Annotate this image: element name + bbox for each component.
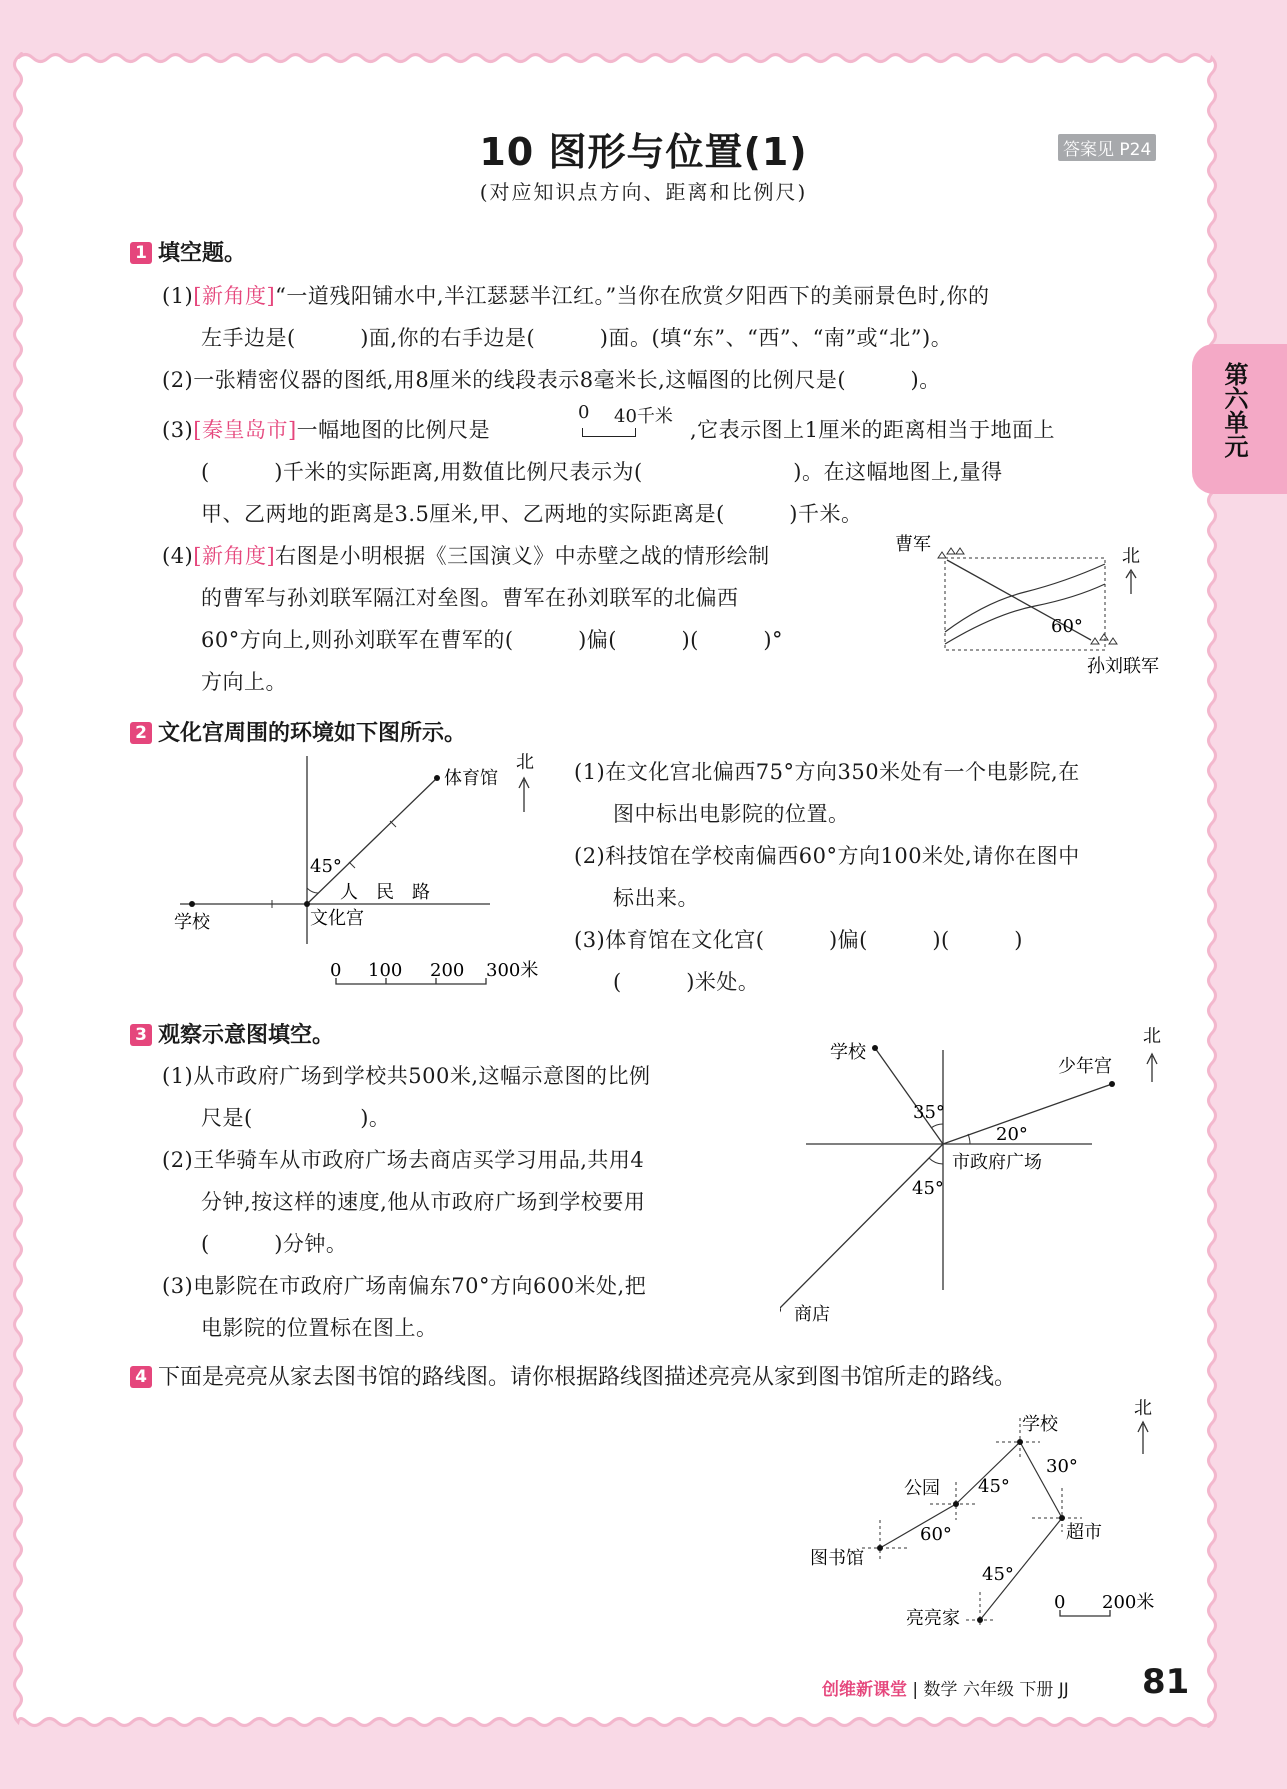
s3-fig-school-label: 学校: [830, 1042, 866, 1063]
sunliu-camp-icon: [1091, 634, 1117, 644]
section-2-heading: [130, 716, 466, 747]
s1-q4-line2: 的曹军与孙刘联军隔江对垒图。曹军在孙刘联军的北偏西: [201, 586, 739, 610]
s3-q2-line2: 分钟,按这样的速度,他从市政府广场到学校要用: [201, 1190, 646, 1214]
footer-book-info: [822, 1675, 1069, 1700]
cao-camp-icon: [938, 548, 964, 558]
s1-q3-line2: ( )千米的实际距离,用数值比例尺表示为( )。在这幅地图上,量得: [201, 460, 1003, 484]
s4-fig-north-arrow: [1138, 1422, 1148, 1454]
s1-q3-line1-tail: ,它表示图上1厘米的距离相当于地面上: [690, 418, 1056, 442]
s1-q4-line3: 60°方向上,则孙刘联军在曹军的( )偏( )( )°: [201, 628, 784, 652]
s4-fig-route: [880, 1442, 1062, 1620]
section-4-number: 4: [130, 1366, 152, 1388]
s3-q3-line2: 电影院的位置标在图上。: [201, 1316, 438, 1340]
s1-q2-line: (2)一张精密仪器的图纸,用8厘米的线段表示8毫米长,这幅图的比例尺是( )。: [162, 368, 941, 392]
s4-fig-scale-0: 0: [1054, 1592, 1066, 1613]
s3-fig-school-line: [875, 1048, 943, 1144]
page-title: 10 图形与位置(1): [479, 130, 808, 174]
s1-fig-sunliu-label: 孙刘联军: [1087, 656, 1159, 677]
s3-q1-line1: (1)从市政府广场到学校共500米,这幅示意图的比例: [162, 1064, 651, 1088]
s2-fig-tick-1: [349, 862, 355, 868]
s3-fig-angle-35: 35°: [913, 1102, 945, 1123]
s2-fig-angle-label: 45°: [310, 856, 342, 877]
s4-fig-school-dot: [1017, 1439, 1023, 1445]
s2-culture-palace-figure: [160, 748, 560, 988]
s3-fig-arc-35: [931, 1124, 943, 1128]
s2-fig-center-dot: [304, 901, 310, 907]
s1-q1-text: “一道残阳铺水中,半江瑟瑟半江红。”当你在欣赏夕阳西下的美丽景色时,你的: [275, 284, 990, 308]
s4-fig-scale-200: 200米: [1102, 1592, 1155, 1613]
s3-fig-north-arrow: [1147, 1054, 1157, 1082]
s4-fig-home-label: 亮亮家: [906, 1608, 960, 1629]
s2-fig-school-dot: [189, 901, 195, 907]
s2-fig-school-label: 学校: [174, 912, 210, 933]
s4-fig-angle-45b: 45°: [982, 1564, 1014, 1585]
s2-fig-tick-2: [390, 821, 396, 827]
s2-fig-center-label: 文化宫: [310, 908, 364, 929]
s2-fig-scale-0: 0: [330, 960, 342, 981]
s1-q4-line4: 方向上。: [201, 670, 287, 694]
s1-q4-tag: [新角度]: [193, 544, 276, 568]
s3-plaza-figure: [780, 1020, 1180, 1330]
page-number: 81: [1142, 1662, 1190, 1702]
section-1-title: 填空题。: [158, 241, 247, 266]
s3-fig-plaza-label: 市政府广场: [952, 1152, 1042, 1173]
section-2-title: 文化宫周围的环境如下图所示。: [158, 721, 467, 746]
s4-fig-home-dot: [977, 1617, 983, 1623]
section-3-number: 3: [130, 1024, 152, 1046]
s3-fig-arc-20: [968, 1134, 970, 1144]
s3-q1-line2: 尺是( )。: [201, 1106, 391, 1130]
s4-fig-library-dot: [877, 1545, 883, 1551]
s4-fig-park-dot: [953, 1501, 959, 1507]
s1-fig-north-label: 北: [1122, 546, 1140, 567]
s1-q1-line2: 左手边是( )面,你的右手边是( )面。(填“东”、“西”、“南”或“北”)。: [201, 326, 953, 350]
s1-q3-text: 一幅地图的比例尺是: [296, 418, 491, 442]
section-4-title: 下面是亮亮从家去图书馆的路线图。请你根据路线图描述亮亮从家到图书馆所走的路线。: [158, 1365, 1017, 1390]
s1-q3-scale-bar: [582, 428, 636, 437]
s4-route-figure: [800, 1396, 1170, 1636]
s4-fig-angle-45a: 45°: [978, 1476, 1010, 1497]
s3-fig-angle-45: 45°: [912, 1178, 944, 1199]
s1-q4-text: 右图是小明根据《三国演义》中赤壁之战的情形绘制: [275, 544, 770, 568]
s1-q3-line1: [162, 414, 490, 444]
s2-fig-gym-label: 体育馆: [444, 768, 498, 789]
s1-q4-river-figure: [895, 532, 1185, 682]
s3-q2-line1: (2)王华骑车从市政府广场去商店买学习用品,共用4: [162, 1148, 645, 1172]
s1-fig-cao-label: 曹军: [895, 534, 931, 555]
s2-q3-line2: ( )米处。: [613, 970, 760, 994]
s3-q2-line3: ( )分钟。: [201, 1232, 348, 1256]
s1-q3-index: (3): [162, 418, 194, 442]
s2-fig-scale-100: 100: [368, 960, 403, 981]
section-2-number: 2: [130, 722, 152, 744]
s1-q4-index: (4): [162, 544, 194, 568]
footer-book-meta: | 数学 六年级 下册 JJ: [912, 1680, 1069, 1700]
s3-fig-youth-dot: [1109, 1081, 1115, 1087]
s2-fig-north-label: 北: [516, 752, 534, 773]
s2-fig-scale-300: 300米: [486, 960, 539, 981]
s3-fig-shop-line: [780, 1144, 943, 1312]
s4-fig-library-label: 图书馆: [810, 1548, 864, 1569]
footer-brand: 创维新课堂: [822, 1680, 907, 1700]
s4-fig-market-label: 超市: [1066, 1522, 1102, 1543]
s3-q3-line1: (3)电影院在市政府广场南偏东70°方向600米处,把: [162, 1274, 647, 1298]
s1-q3-line3: 甲、乙两地的距离是3.5厘米,甲、乙两地的实际距离是( )千米。: [201, 502, 863, 526]
s2-q1-line2: 图中标出电影院的位置。: [613, 802, 850, 826]
s1-q3-scale-zero: 0: [578, 402, 590, 423]
s2-q2-line1: (2)科技馆在学校南偏西60°方向100米处,请你在图中: [574, 844, 1080, 868]
section-1-heading: [130, 236, 246, 267]
s4-fig-park-label: 公园: [904, 1478, 940, 1499]
s3-fig-shop-label: 商店: [794, 1304, 830, 1325]
s1-fig-north-arrow: [1126, 570, 1136, 594]
s3-fig-youth-label: 少年宫: [1058, 1056, 1112, 1077]
s3-fig-school-dot: [872, 1045, 878, 1051]
unit-side-tab: [1192, 344, 1287, 494]
page-subtitle: (对应知识点方向、距离和比例尺): [479, 180, 808, 204]
s1-q1-line1: [162, 280, 989, 310]
section-4-heading: [130, 1360, 1016, 1391]
s2-fig-north-arrow: [519, 778, 529, 812]
s1-q1-index: (1): [162, 284, 194, 308]
s2-q1-line1: (1)在文化宫北偏西75°方向350米处有一个电影院,在: [574, 760, 1080, 784]
s2-q3-line1: (3)体育馆在文化宫( )偏( )( ): [574, 928, 1023, 952]
s1-q4-line1: [162, 540, 770, 570]
s4-fig-angle-60: 60°: [920, 1524, 952, 1545]
section-3-title: 观察示意图填空。: [158, 1023, 335, 1048]
s2-fig-scale-200: 200: [430, 960, 465, 981]
section-3-heading: [130, 1018, 334, 1049]
s1-q3-line-scale: [574, 402, 684, 442]
s2-fig-angle-arc: [307, 888, 318, 893]
s1-q1-tag: [新角度]: [193, 284, 276, 308]
s1-q3-tag: [秦皇岛市]: [193, 418, 297, 442]
s1-q3-scale-40km: 40千米: [614, 406, 673, 427]
s4-fig-school-label: 学校: [1022, 1414, 1058, 1435]
unit-side-tab-label: 第六单元: [1220, 362, 1248, 458]
section-1-number: 1: [130, 242, 152, 264]
s4-fig-guides: [862, 1418, 1082, 1628]
s4-fig-angle-30: 30°: [1046, 1456, 1078, 1477]
s2-fig-gym-dot: [434, 775, 440, 781]
s3-fig-north-label: 北: [1143, 1026, 1161, 1047]
s1-fig-angle-label: 60°: [1051, 616, 1083, 637]
s4-fig-north-label: 北: [1134, 1398, 1152, 1419]
s2-fig-road-label: 人 民 路: [340, 882, 430, 903]
s3-fig-arc-45: [929, 1158, 943, 1164]
s3-fig-angle-20: 20°: [996, 1124, 1028, 1145]
s4-fig-market-dot: [1059, 1515, 1065, 1521]
answer-reference-badge: 答案见 P24: [1058, 134, 1156, 161]
s2-q2-line2: 标出来。: [613, 886, 699, 910]
